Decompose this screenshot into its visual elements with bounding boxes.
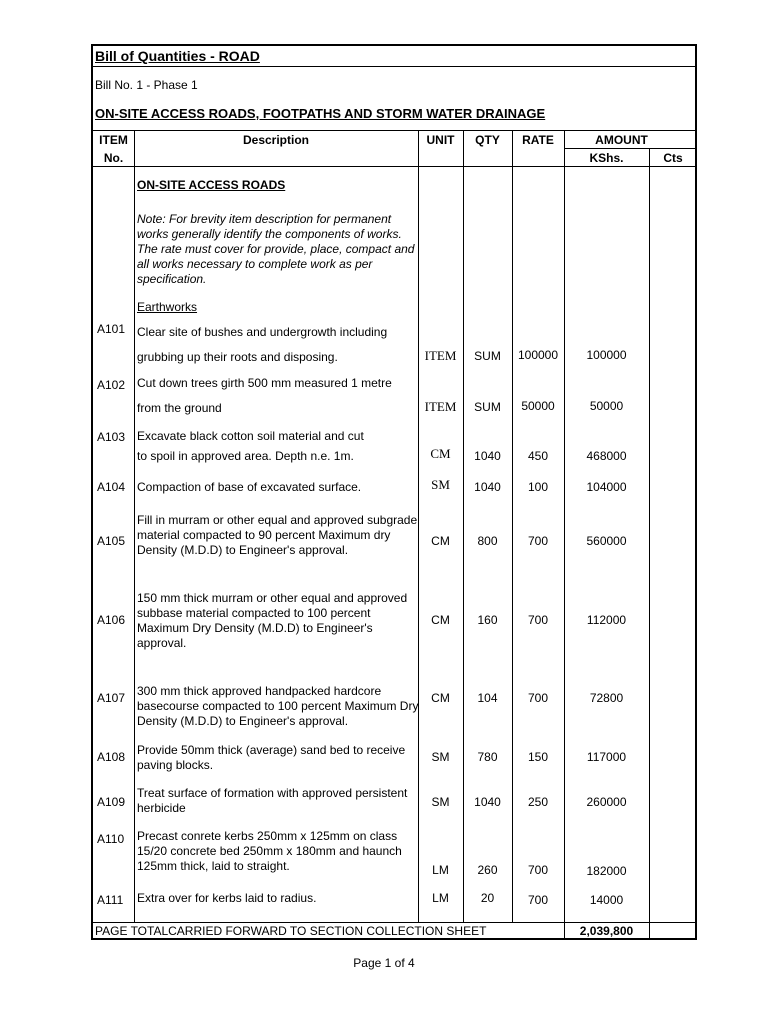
item-description: Provide 50mm thick (average) sand bed to receive paving blocks.	[137, 743, 406, 772]
item-qty: 260	[477, 863, 498, 877]
item-amount: 468000	[586, 449, 627, 463]
item-unit: CM	[431, 613, 450, 627]
item-number: A106	[97, 613, 126, 627]
item-description: 300 mm thick approved handpacked hardcore basecourse compacted to 100 percent Maximum Dry Density (M.D.D) to Engineer's approval.	[137, 684, 419, 728]
header-cts: Cts	[663, 151, 683, 165]
item-number: A101	[97, 322, 126, 336]
item-description: Treat surface of formation with approved persistent herbicide	[137, 786, 408, 815]
item-description: Compaction of base of excavated surface.	[137, 480, 362, 494]
item-amount: 100000	[586, 348, 627, 362]
rule-under-title	[93, 66, 695, 67]
item-unit: SM	[431, 795, 450, 809]
item-rate: 100000	[517, 348, 559, 362]
item-unit: CM	[431, 534, 450, 548]
note: Note: For brevity item description for permanent works generally identify the components of works. The rate must cover for provide, place, compact and all works necessary to complete work as per specification.	[137, 212, 415, 286]
header-amount: AMOUNT	[595, 133, 648, 147]
item-amount: 104000	[586, 480, 627, 494]
item-description: Extra over for kerbs laid to radius.	[137, 891, 317, 905]
item-qty: 1040	[474, 795, 501, 809]
bill-of-quantities-sheet	[91, 44, 697, 940]
item-qty: SUM	[474, 349, 501, 363]
item-rate: 450	[527, 449, 549, 463]
earthworks-heading: Earthworks	[137, 300, 198, 314]
rule-above-header	[93, 130, 695, 131]
item-description: Precast conrete kerbs 250mm x 125mm on class 15/20 concrete bed 250mm x 180mm and haunch 125mm thick, laid to straight.	[137, 829, 402, 873]
rule-amount-split	[564, 148, 695, 149]
item-number: A108	[97, 750, 126, 764]
item-qty: 800	[477, 534, 498, 548]
rule-under-header	[93, 166, 695, 167]
item-number: A107	[97, 691, 126, 705]
item-unit: LM	[432, 863, 449, 877]
item-description: grubbing up their roots and disposing.	[137, 350, 338, 364]
item-amount: 117000	[586, 750, 627, 764]
item-qty: 1040	[474, 449, 501, 463]
header-no: No.	[103, 151, 124, 165]
item-rate: 700	[527, 534, 549, 548]
item-number: A109	[97, 795, 126, 809]
item-amount: 14000	[589, 893, 624, 907]
item-amount: 112000	[586, 613, 627, 627]
item-qty: 1040	[474, 480, 501, 494]
item-unit: LM	[432, 891, 449, 905]
col-rule-item	[134, 130, 135, 922]
col-rule-kshs	[649, 148, 650, 940]
item-rate: 150	[527, 750, 549, 764]
item-unit: CM	[430, 446, 451, 461]
item-number: A111	[97, 893, 124, 907]
item-rate: 250	[527, 795, 549, 809]
item-number: A102	[97, 378, 126, 392]
item-description: Excavate black cotton soil material and cut	[137, 429, 364, 443]
section-heading: ON-SITE ACCESS ROADS, FOOTPATHS AND STORM WATER DRAINAGE	[95, 106, 546, 121]
item-number: A103	[97, 430, 126, 444]
header-rate: RATE	[522, 133, 554, 147]
header-unit: UNIT	[426, 133, 455, 147]
item-unit: CM	[431, 691, 450, 705]
item-description: to spoil in approved area. Depth n.e. 1m.	[137, 449, 354, 463]
item-description: from the ground	[137, 401, 222, 415]
item-unit: SM	[431, 477, 450, 492]
item-rate: 700	[527, 691, 549, 705]
item-unit: ITEM	[424, 348, 457, 363]
item-qty: SUM	[474, 400, 501, 414]
item-rate: 100	[527, 480, 549, 494]
header-description: Description	[242, 133, 309, 147]
item-rate: 50000	[521, 399, 555, 413]
item-rate: 700	[527, 893, 549, 907]
item-qty: 780	[477, 750, 498, 764]
item-amount: 182000	[586, 864, 627, 878]
item-number: A110	[97, 832, 125, 846]
item-qty: 104	[477, 691, 498, 705]
item-qty: 160	[477, 613, 498, 627]
item-unit: SM	[431, 750, 450, 764]
header-item: ITEM	[99, 133, 128, 147]
page-total: 2,039,800	[579, 924, 634, 938]
item-amount: 260000	[586, 795, 627, 809]
item-amount: 50000	[589, 399, 624, 413]
page-number: Page 1 of 4	[353, 956, 415, 970]
item-description: Fill in murram or other equal and approved subgrade material compacted to 90 percent Maximum dry Density (M.D.D) to Engineer's approval.	[137, 513, 418, 557]
document-title: Bill of Quantities - ROAD	[95, 48, 260, 64]
bill-number: Bill No. 1 - Phase 1	[95, 78, 198, 92]
subheading: ON-SITE ACCESS ROADS	[137, 178, 286, 192]
header-qty: QTY	[475, 133, 500, 147]
item-description: 150 mm thick murram or other equal and approved subbase material compacted to 100 percent Maximum Dry Density (M.D.D) to Engineer's approval.	[137, 591, 408, 650]
item-number: A105	[97, 534, 126, 548]
item-description: Cut down trees girth 500 mm measured 1 metre	[137, 376, 392, 390]
item-number: A104	[97, 480, 126, 494]
item-amount: 560000	[586, 534, 627, 548]
item-description: Clear site of bushes and undergrowth including	[137, 325, 388, 339]
item-amount: 72800	[589, 691, 624, 705]
header-kshs: KShs.	[589, 151, 624, 165]
rule-above-footer	[93, 922, 695, 923]
carried-forward-label: PAGE TOTALCARRIED FORWARD TO SECTION COLLECTION SHEET	[95, 924, 487, 938]
item-rate: 700	[527, 613, 549, 627]
item-unit: ITEM	[424, 399, 457, 414]
item-rate: 700	[527, 863, 549, 877]
item-qty: 20	[480, 891, 495, 905]
